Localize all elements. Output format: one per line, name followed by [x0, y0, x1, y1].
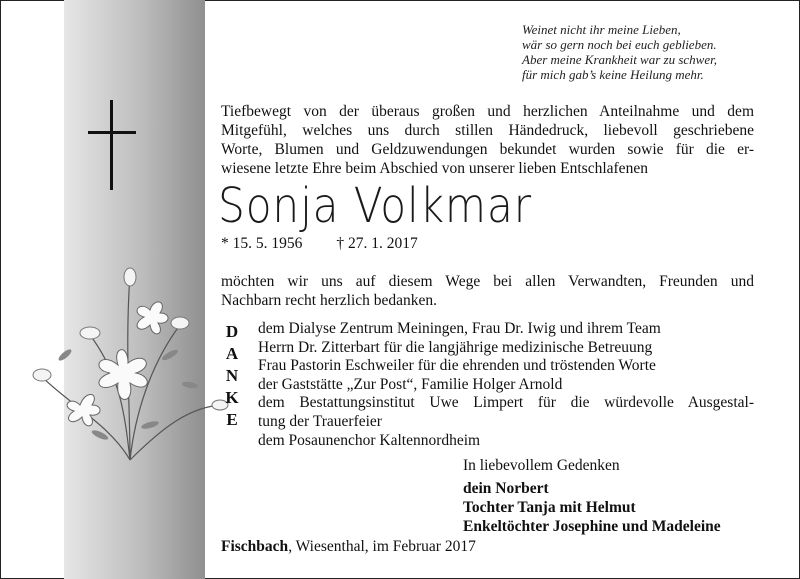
intro-line: Tiefbewegt von der überaus großen und herzlichen Anteilnahme und dem — [221, 103, 754, 120]
intro-line: wiesene letzte Ehre beim Abschied von unserer lieben Entschlafenen — [221, 160, 648, 177]
intro-line: Worte, Blumen und Geldzuwendungen bekundet wurden sowie für die er- — [221, 141, 754, 158]
signoff-intro: In liebevollem Gedenken — [463, 457, 620, 474]
danke-letter: N — [225, 366, 239, 385]
deceased-name: Sonja Volkmar — [218, 178, 532, 234]
intro-line: Mitgefühl, welches uns durch stillen Händedruck, liebevoll geschriebene — [221, 122, 754, 139]
birth-date: * 15. 5. 1956 — [221, 235, 303, 252]
poem-line: für mich gab’s keine Heilung mehr. — [522, 67, 704, 82]
mourner-name: Tochter Tanja mit Helmut — [463, 499, 636, 516]
cross-icon — [88, 100, 136, 190]
place-date — [221, 538, 476, 556]
signoff — [463, 456, 721, 536]
flower-bouquet-icon — [30, 255, 230, 465]
poem — [522, 22, 792, 82]
place-town: Fischbach — [221, 538, 289, 555]
danke-item: dem Bestattungsinstitut Uwe Limpert für die würdevolle Ausgestal- — [258, 394, 754, 412]
thanks-line: Nachbarn recht herzlich bedanken. — [221, 292, 438, 309]
danke-item: dem Posaunenchor Kaltennordheim — [258, 431, 481, 449]
thanks-paragraph — [221, 272, 754, 310]
poem-line: Weinet nicht ihr meine Lieben, — [522, 22, 681, 37]
danke-letter: E — [226, 410, 238, 429]
mourner-name: dein Norbert — [463, 480, 549, 497]
place-rest: , Wiesenthal, im Februar 2017 — [288, 538, 476, 555]
life-dates — [221, 235, 418, 253]
danke-item: dem Dialyse Zentrum Meiningen, Frau Dr. Iwig und ihrem Team — [258, 320, 661, 337]
danke-item: Frau Pastorin Eschweiler für die ehrenden und tröstenden Worte — [258, 357, 656, 375]
danke-item: der Gaststätte „Zur Post“, Familie Holger Arnold — [258, 375, 563, 393]
danke-vertical — [222, 321, 242, 431]
intro-paragraph — [221, 102, 754, 178]
danke-list — [258, 320, 754, 450]
poem-line: Aber meine Krankheit war zu schwer, — [522, 52, 717, 67]
poem-line: wär so gern noch bei euch geblieben. — [522, 37, 717, 52]
thanks-line: möchten wir uns auf diesem Wege bei allen Verwandten, Freunden und — [221, 273, 754, 290]
danke-item: Herrn Dr. Zitterbart für die langjährige medizinische Betreuung — [258, 338, 653, 356]
mourner-name: Enkeltöchter Josephine und Madeleine — [463, 518, 721, 535]
danke-item: tung der Trauerfeier — [258, 412, 382, 430]
danke-letter: A — [225, 344, 239, 363]
death-date: † 27. 1. 2017 — [336, 235, 418, 252]
danke-letter: K — [225, 388, 239, 407]
danke-letter: D — [225, 322, 239, 341]
